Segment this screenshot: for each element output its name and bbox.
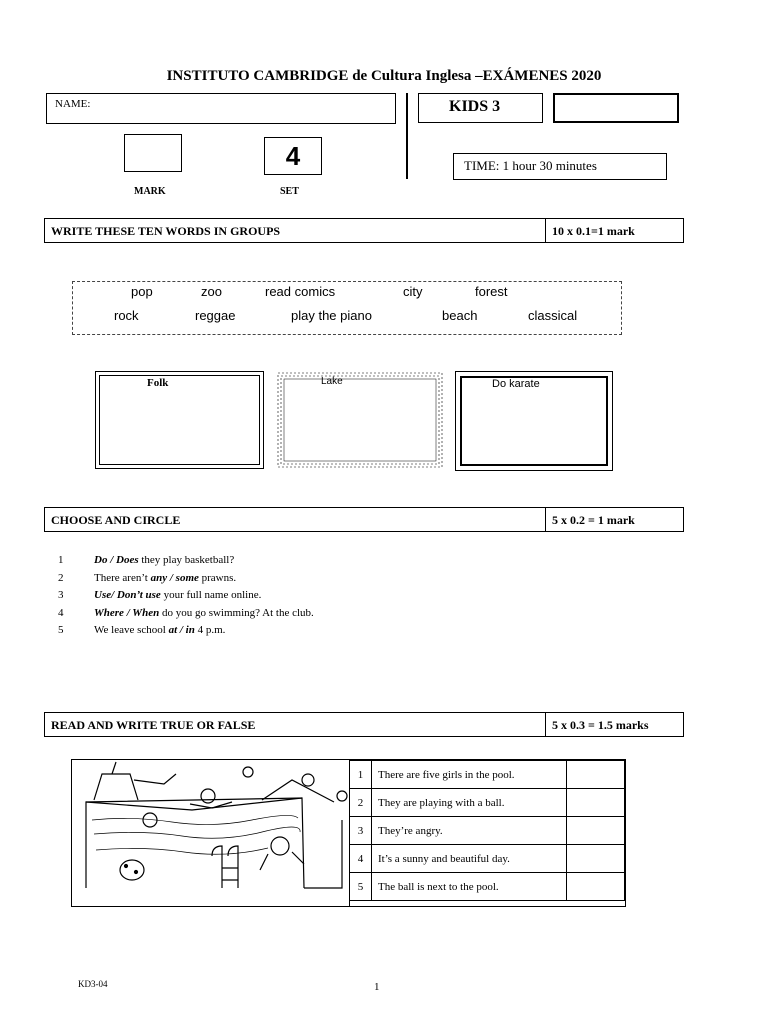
answer-cell[interactable] xyxy=(567,845,625,873)
list-item: 4 Where / When do you go swimming? At the club. xyxy=(58,606,314,619)
exam-title: INSTITUTO CAMBRIDGE de Cultura Inglesa –EXÁMENES 2020 xyxy=(166,68,602,84)
section-3-heading: READ AND WRITE TRUE OR FALSE xyxy=(45,713,546,736)
category-box-karate[interactable] xyxy=(455,371,613,471)
answer-cell[interactable] xyxy=(567,817,625,845)
statement-text: The ball is next to the pool. xyxy=(372,873,567,901)
category-box-folk[interactable] xyxy=(95,371,264,469)
section-2-score: 5 x 0.2 = 1 mark xyxy=(552,513,635,527)
time-box: TIME: 1 hour 30 minutes xyxy=(453,153,667,180)
list-item: 5 We leave school at / in 4 p.m. xyxy=(58,624,226,637)
word-item: reggae xyxy=(195,308,236,323)
category-label-folk: Folk xyxy=(147,377,169,389)
word-item: beach xyxy=(442,308,478,323)
header-divider xyxy=(406,93,408,179)
category-label-lake: Lake xyxy=(321,376,343,387)
footer-code: KD3-04 xyxy=(78,979,108,989)
circle-options[interactable]: Do / Does xyxy=(94,554,139,566)
set-box: 4 xyxy=(264,137,322,175)
pool-illustration xyxy=(72,760,350,906)
true-false-block xyxy=(71,759,626,907)
level-label: KIDS 3 xyxy=(449,98,501,115)
section-3-score: 5 x 0.3 = 1.5 marks xyxy=(552,718,649,732)
section-2-heading: CHOOSE AND CIRCLE xyxy=(45,508,546,531)
word-bank xyxy=(72,281,622,335)
section-3-header xyxy=(44,712,684,737)
section-1-score: 10 x 0.1=1 mark xyxy=(552,224,635,238)
word-item: zoo xyxy=(201,284,222,299)
list-item: 2 There aren’t any / some prawns. xyxy=(58,571,237,584)
mark-label: MARK xyxy=(134,186,166,197)
word-item: pop xyxy=(131,284,153,299)
circle-options[interactable]: at / in xyxy=(168,624,195,637)
section-2-header xyxy=(44,507,684,532)
table-row: 2 They are playing with a ball. xyxy=(350,789,625,817)
section-1-header xyxy=(44,218,684,243)
name-field[interactable] xyxy=(46,93,396,124)
mark-box[interactable] xyxy=(124,134,182,172)
choose-list xyxy=(58,552,314,640)
table-row: 3 They’re angry. xyxy=(350,817,625,845)
circle-options[interactable]: Use/ Don’t use xyxy=(94,589,161,602)
answer-cell[interactable] xyxy=(567,873,625,901)
true-false-table xyxy=(349,760,625,901)
word-item: classical xyxy=(528,308,578,323)
category-label-karate: Do karate xyxy=(492,378,540,390)
list-item: 1 Do / Does they play basketball? xyxy=(58,554,235,566)
pool-scene-image xyxy=(72,760,349,906)
category-box-lake[interactable] xyxy=(276,371,444,469)
answer-cell[interactable] xyxy=(567,761,625,789)
word-item: play the piano xyxy=(291,308,372,323)
section-1-heading: WRITE THESE TEN WORDS IN GROUPS xyxy=(45,219,546,242)
level-answer-box[interactable] xyxy=(553,93,679,123)
level-box xyxy=(418,93,543,123)
zigzag-border-decoration xyxy=(276,371,444,469)
word-item: rock xyxy=(114,308,139,323)
table-row: 4 It’s a sunny and beautiful day. xyxy=(350,845,625,873)
list-item: 3 Use/ Don’t use your full name online. xyxy=(58,589,262,602)
statement-text: There are five girls in the pool. xyxy=(372,761,567,789)
page-number: 1 xyxy=(374,981,380,993)
name-label: NAME: xyxy=(55,98,91,110)
word-item: read comics xyxy=(265,284,336,299)
word-item: forest xyxy=(475,284,508,299)
table-row: 1 There are five girls in the pool. xyxy=(350,761,625,789)
table-row: 5 The ball is next to the pool. xyxy=(350,873,625,901)
circle-options[interactable]: Where / When xyxy=(94,606,160,619)
set-label: SET xyxy=(280,186,299,197)
statement-text: They’re angry. xyxy=(372,817,567,845)
statement-text: They are playing with a ball. xyxy=(372,789,567,817)
statement-text: It’s a sunny and beautiful day. xyxy=(372,845,567,873)
circle-options[interactable]: any / some xyxy=(150,571,199,584)
word-item: city xyxy=(403,284,423,299)
answer-cell[interactable] xyxy=(567,789,625,817)
